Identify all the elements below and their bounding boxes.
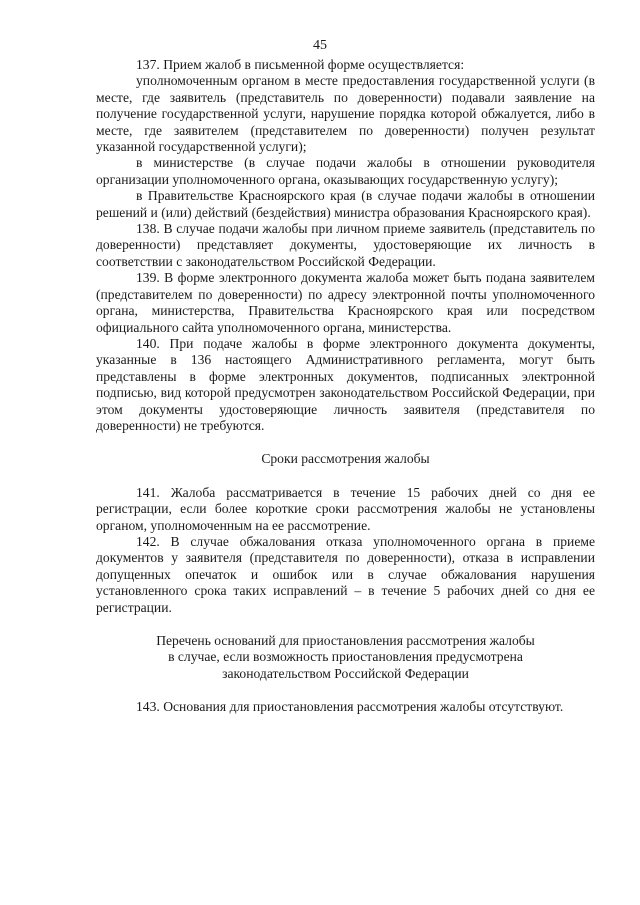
paragraph-141: 141. Жалоба рассматривается в течение 15 рабочих дней со дня ее регистрации, если более короткие сроки рассмотрения жалобы не установлены органом, уполномоченным на ее рассмотрение.	[96, 484, 595, 533]
section-heading-review-terms: Сроки рассмотрения жалобы	[261, 451, 430, 467]
paragraph-138: 138. В случае подачи жалобы при личном приеме заявитель (представитель по доверенности) представляет документы, удостоверяющие их личность в соответствии с законодательством Российской Федерации.	[96, 221, 595, 269]
paragraph-142: 142. В случае обжалования отказа уполномоченного органа в приеме документов у заявителя (представителя по доверенности), отказа в исправлении допущенных опечаток и ошибок или в случае обжалования нарушения установленного срока таких исправлений – в течение 5 рабочих дней со дня ее регистрации.	[96, 533, 595, 615]
paragraph-137-item-1: уполномоченным органом в месте предоставления государственной услуги (в месте, где заявитель (представитель по доверенности) подавали заявление на получение государственной услуги, нарушение порядка которой обжалуется, либо в месте, где заявителем (представителем по доверенности) получен результат указанной государственной услуги);	[96, 73, 595, 155]
paragraph-140: 140. При подаче жалобы в форме электронного документа документы, указанные в 136 настоящего Административного регламента, могут быть представлены в форме электронных документов, подписанных электронной подписью, вид которой предусмотрен законодательством Российской Федерации, при этом документы удостоверяющие личность заявителя (представителя по доверенности) не требуются.	[96, 335, 595, 433]
paragraph-139: 139. В форме электронного документа жалоба может быть подана заявителем (представителем по доверенности) по адресу электронной почты уполномоченного органа, министерства, Правительства Красноярского края или посредством официального сайта уполномоченного органа, министерства.	[96, 270, 595, 335]
paragraph-137-item-2: в министерстве (в случае подачи жалобы в отношении руководителя организации уполномоченного органа, оказывающих государственную услугу);	[96, 155, 595, 187]
paragraph-137-item-3: в Правительстве Красноярского края (в случае подачи жалобы в отношении решений и (или) действий (бездействия) министра образования Красноярского края).	[96, 188, 595, 220]
section-heading-suspension-grounds	[96, 633, 595, 682]
heading-line-1: Перечень оснований для приостановления рассмотрения жалобы	[156, 633, 535, 648]
page-number: 45	[313, 38, 327, 53]
paragraph-143: 143. Основания для приостановления рассмотрения жалобы отсутствуют.	[136, 699, 564, 715]
paragraph-137: 137. Прием жалоб в письменной форме осуществляется:	[136, 57, 465, 72]
document-body	[96, 57, 595, 716]
heading-line-2: в случае, если возможность приостановления предусмотрена	[168, 649, 523, 665]
heading-line-3: законодательством Российской Федерации	[222, 665, 469, 681]
